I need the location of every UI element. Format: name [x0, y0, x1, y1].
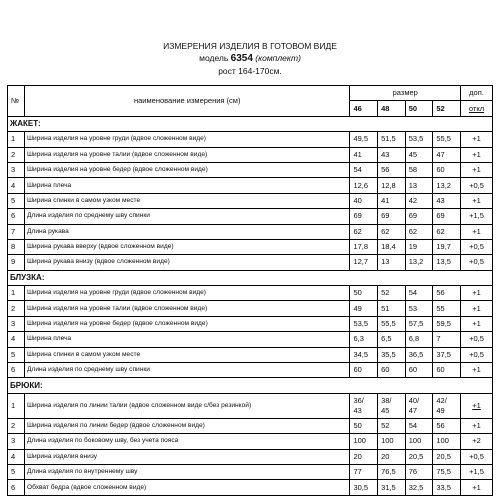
size-value: 13,5: [433, 255, 461, 270]
measurement-name: Ширина изделия на уровне груди (вдвое сложенном виде): [25, 132, 350, 147]
measurement-name: Ширина изделия внизу: [25, 449, 350, 464]
size-value: 40: [350, 193, 378, 208]
size-value: 20: [378, 449, 406, 464]
size-value: 18,4: [378, 239, 406, 254]
size-value: 12,6: [350, 178, 378, 193]
tolerance-value: +1: [461, 418, 493, 433]
size-value: 56: [433, 418, 461, 433]
size-value: 62: [433, 224, 461, 239]
size-46: 46: [350, 101, 378, 116]
size-value: 51,5: [378, 132, 406, 147]
row-number: 3: [8, 162, 25, 177]
size-value: 57,5: [405, 316, 433, 331]
size-value: 58: [405, 162, 433, 177]
size-value: 38/ 45: [378, 393, 406, 418]
tolerance-value: +1,5: [461, 209, 493, 224]
size-value: 100: [433, 434, 461, 449]
measurement-name: Ширина плеча: [25, 332, 350, 347]
size-value: 54: [405, 286, 433, 301]
size-value: 45: [405, 147, 433, 162]
size-value: 7: [433, 332, 461, 347]
size-value: 100: [350, 434, 378, 449]
size-value: 42/ 49: [433, 393, 461, 418]
table-row: [8, 193, 493, 208]
row-number: 4: [8, 178, 25, 193]
measurement-name: Длина изделия по среднему шву спинки: [25, 209, 350, 224]
tolerance-value: +0,5: [461, 255, 493, 270]
tolerance-value: +2: [461, 434, 493, 449]
tolerance-value: +0,5: [461, 347, 493, 362]
size-value: 52: [378, 286, 406, 301]
size-value: 19,7: [433, 239, 461, 254]
size-value: 69: [378, 209, 406, 224]
tolerance-value: +0,5: [461, 178, 493, 193]
size-value: 20: [350, 449, 378, 464]
size-value: 34,5: [350, 347, 378, 362]
measurement-name: Ширина изделия по линии бедер (вдвое сложенном виде): [25, 418, 350, 433]
size-value: 50: [350, 418, 378, 433]
size-value: 69: [350, 209, 378, 224]
size-value: 47: [433, 147, 461, 162]
size-value: 49,5: [350, 132, 378, 147]
model-note: (комплект): [255, 53, 301, 63]
size-value: 69: [405, 209, 433, 224]
table-row: [8, 316, 493, 331]
table-row: [8, 255, 493, 270]
table-row: [8, 162, 493, 177]
size-value: 51: [378, 301, 406, 316]
size-value: 60: [433, 162, 461, 177]
model-number: 6354: [230, 53, 253, 64]
row-number: 3: [8, 434, 25, 449]
size-value: 55,5: [433, 132, 461, 147]
tolerance-value: +1: [461, 316, 493, 331]
measurement-name: Ширина изделия на уровне талии (вдвое сложенном виде): [25, 301, 350, 316]
table-row: [8, 132, 493, 147]
col-header-tol-1: доп.: [461, 86, 493, 101]
size-48: 48: [378, 101, 406, 116]
size-50: 50: [405, 101, 433, 116]
col-header-size: размер: [350, 86, 461, 101]
measurement-name: Ширина изделия на уровне бедер (вдвое сложенном виде): [25, 162, 350, 177]
size-value: 37,5: [433, 347, 461, 362]
table-body: [8, 116, 493, 495]
size-value: 6,5: [378, 332, 406, 347]
tolerance-value: +0,5: [461, 332, 493, 347]
row-number: 5: [8, 464, 25, 479]
tolerance-value: +1: [461, 132, 493, 147]
table-row: [8, 224, 493, 239]
table-row: [8, 209, 493, 224]
measurement-name: Ширина изделия на уровне бедер (вдвое сложенном виде): [25, 316, 350, 331]
size-value: 13,2: [433, 178, 461, 193]
tolerance-value: +1: [461, 147, 493, 162]
table-row: [8, 449, 493, 464]
size-value: 36/ 43: [350, 393, 378, 418]
size-value: 12,8: [378, 178, 406, 193]
size-value: 53,5: [405, 132, 433, 147]
size-value: 41: [378, 193, 406, 208]
size-value: 60: [378, 363, 406, 378]
measurement-name: Длина рукава: [25, 224, 350, 239]
table-row: [8, 239, 493, 254]
size-value: 75,5: [433, 464, 461, 479]
tolerance-value: +0,5: [461, 449, 493, 464]
size-52: 52: [433, 101, 461, 116]
table-row: [8, 178, 493, 193]
row-number: 8: [8, 239, 25, 254]
size-value: 13: [405, 178, 433, 193]
tolerance-value: +1: [461, 363, 493, 378]
size-value: 53,5: [350, 316, 378, 331]
row-number: 9: [8, 255, 25, 270]
section-title: БЛУЗКА:: [8, 270, 493, 285]
table-row: [8, 147, 493, 162]
size-value: 56: [433, 286, 461, 301]
table-row: [8, 480, 493, 495]
size-value: 6,3: [350, 332, 378, 347]
table-row: [8, 464, 493, 479]
size-value: 50: [350, 286, 378, 301]
table-row: [8, 418, 493, 433]
size-value: 30,5: [350, 480, 378, 495]
size-value: 76: [405, 464, 433, 479]
table-row: [8, 363, 493, 378]
table-row: [8, 332, 493, 347]
tolerance-value: +1: [461, 393, 493, 418]
size-value: 49: [350, 301, 378, 316]
measurement-name: Длина изделия по среднему шву спинки: [25, 363, 350, 378]
table-row: [8, 393, 493, 418]
row-number: 1: [8, 132, 25, 147]
col-header-num: №: [8, 86, 25, 117]
size-value: 40/ 47: [405, 393, 433, 418]
size-value: 60: [405, 363, 433, 378]
row-number: 7: [8, 224, 25, 239]
tolerance-value: +1,5: [461, 464, 493, 479]
table-header-row-top: [8, 86, 493, 101]
row-number: 1: [8, 286, 25, 301]
section-title: БРЮКИ:: [8, 378, 493, 393]
size-value: 33,5: [433, 480, 461, 495]
row-number: 1: [8, 393, 25, 418]
tolerance-value: +1: [461, 480, 493, 495]
size-value: 76,5: [378, 464, 406, 479]
size-value: 62: [350, 224, 378, 239]
section-header-row: [8, 378, 493, 393]
section-header-row: [8, 116, 493, 131]
measurement-name: Длина изделия по боковому шву, без учета пояса: [25, 434, 350, 449]
row-number: 4: [8, 332, 25, 347]
document-title: ИЗМЕРЕНИЯ ИЗДЕЛИЯ В ГОТОВОМ ВИДЕ: [163, 41, 337, 51]
size-value: 12,7: [350, 255, 378, 270]
tolerance-value: +0,5: [461, 239, 493, 254]
size-value: 19: [405, 239, 433, 254]
model-line: [0, 52, 500, 65]
row-number: 6: [8, 209, 25, 224]
row-number: 6: [8, 480, 25, 495]
row-number: 2: [8, 418, 25, 433]
size-value: 55,5: [378, 316, 406, 331]
section-title: ЖАКЕТ:: [8, 116, 493, 131]
size-value: 62: [405, 224, 433, 239]
table-row: [8, 301, 493, 316]
size-value: 43: [378, 147, 406, 162]
size-value: 77: [350, 464, 378, 479]
tolerance-value: +1: [461, 224, 493, 239]
size-value: 17,8: [350, 239, 378, 254]
tolerance-value: +1: [461, 193, 493, 208]
size-value: 13,2: [405, 255, 433, 270]
section-header-row: [8, 270, 493, 285]
size-value: 6,8: [405, 332, 433, 347]
size-value: 43: [433, 193, 461, 208]
measurement-name: Ширина изделия на уровне груди (вдвое сложенном виде): [25, 286, 350, 301]
size-value: 59,5: [433, 316, 461, 331]
size-value: 69: [433, 209, 461, 224]
size-value: 56: [378, 162, 406, 177]
size-value: 55: [433, 301, 461, 316]
row-number: 2: [8, 147, 25, 162]
row-number: 3: [8, 316, 25, 331]
size-value: 13: [378, 255, 406, 270]
measurements-table: [7, 85, 493, 496]
measurement-name: Ширина изделия на уровне талии (вдвое сложенном виде): [25, 147, 350, 162]
size-value: 60: [433, 363, 461, 378]
size-value: 20,5: [405, 449, 433, 464]
col-header-tol-2: откл: [461, 101, 493, 116]
measurement-name: Обхват бедра (вдвое сложенном виде): [25, 480, 350, 495]
size-value: 20,5: [433, 449, 461, 464]
size-value: 54: [405, 418, 433, 433]
size-value: 54: [350, 162, 378, 177]
tolerance-value: +1: [461, 301, 493, 316]
document-header: [0, 40, 500, 77]
measurement-name: Длина изделия по внутреннему шву: [25, 464, 350, 479]
size-value: 53: [405, 301, 433, 316]
measurement-name: Ширина спинки в самом узком месте: [25, 193, 350, 208]
size-value: 62: [378, 224, 406, 239]
table-row: [8, 347, 493, 362]
size-value: 35,5: [378, 347, 406, 362]
row-number: 2: [8, 301, 25, 316]
measurement-name: Ширина рукава вверху (вдвое сложенном виде): [25, 239, 350, 254]
measurement-name: Ширина плеча: [25, 178, 350, 193]
height-range: рост 164-170см.: [218, 66, 282, 76]
size-value: 41: [350, 147, 378, 162]
table-row: [8, 286, 493, 301]
size-value: 100: [378, 434, 406, 449]
row-number: 4: [8, 449, 25, 464]
measurement-name: Ширина изделия по линии талии (вдвое сложенном виде с/без резинкой): [25, 393, 350, 418]
size-value: 42: [405, 193, 433, 208]
tolerance-value: +1: [461, 286, 493, 301]
size-value: 52: [378, 418, 406, 433]
col-header-name: наименование измерения (см): [25, 86, 350, 117]
measurement-name: Ширина рукава внизу (вдвое сложенном виде): [25, 255, 350, 270]
size-value: 60: [350, 363, 378, 378]
model-label: модель: [199, 53, 229, 63]
size-value: 32,5: [405, 480, 433, 495]
size-value: 100: [405, 434, 433, 449]
row-number: 5: [8, 347, 25, 362]
tolerance-value: +1: [461, 162, 493, 177]
measurement-name: Ширина спинки в самом узком месте: [25, 347, 350, 362]
size-value: 31,5: [378, 480, 406, 495]
row-number: 6: [8, 363, 25, 378]
row-number: 5: [8, 193, 25, 208]
size-value: 36,5: [405, 347, 433, 362]
table-row: [8, 434, 493, 449]
